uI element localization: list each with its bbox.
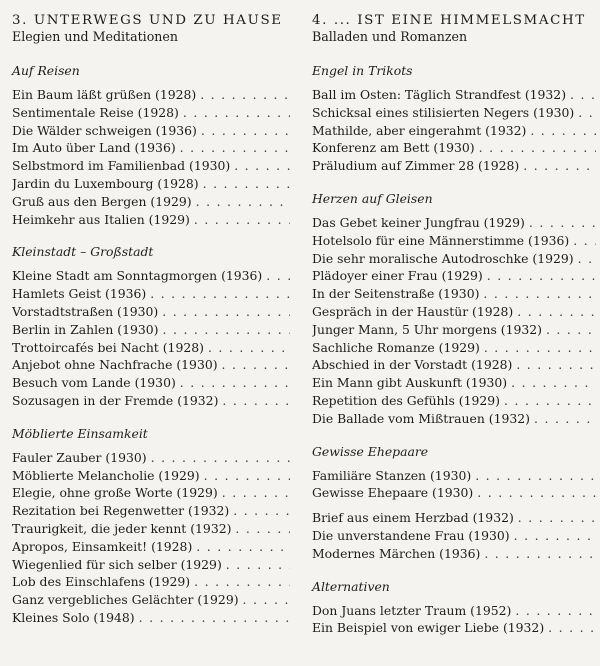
toc-entry xyxy=(12,520,290,538)
toc-entry xyxy=(312,232,596,250)
right-column xyxy=(312,12,596,653)
entry-title: Besuch vom Lande (1930) xyxy=(12,375,176,391)
toc-entry xyxy=(312,139,596,157)
entry-gap xyxy=(312,502,596,509)
dot-leader xyxy=(518,509,596,527)
dot-leader xyxy=(573,232,596,250)
dot-leader xyxy=(517,303,596,321)
entry-title: Elegie, ohne große Worte (1929) xyxy=(12,485,218,501)
dot-leader xyxy=(523,157,596,175)
dot-leader xyxy=(534,410,596,428)
dot-leader xyxy=(578,250,596,268)
toc-entry xyxy=(12,303,290,321)
toc-entry xyxy=(12,86,290,104)
dot-leader xyxy=(139,609,290,627)
toc-entry xyxy=(12,122,290,140)
part-subtitle: Balladen und Romanzen xyxy=(312,29,468,44)
toc-entry xyxy=(312,619,596,637)
toc-entry xyxy=(12,449,290,467)
dot-leader xyxy=(194,211,290,229)
toc-entry xyxy=(312,339,596,357)
entry-title: Ein Mann gibt Auskunft (1930) xyxy=(312,375,508,391)
dot-leader xyxy=(484,339,596,357)
part-title: 4. ... IST EINE HIMMELSMACHT xyxy=(312,13,586,28)
entry-title: Vorstadtstraßen (1930) xyxy=(12,303,159,319)
section-heading: Alternativen xyxy=(312,578,390,594)
toc-entry xyxy=(12,591,290,609)
entry-title: Wiegenlied für sich selber (1929) xyxy=(12,556,222,572)
dot-leader xyxy=(226,556,290,574)
entry-title: Mathilde, aber eingerahmt (1932) xyxy=(312,122,527,138)
entry-title: Anjebot ohne Nachfrache (1930) xyxy=(12,357,218,373)
toc-entry xyxy=(12,267,290,285)
toc-entry xyxy=(312,267,596,285)
entry-title: Präludium auf Zimmer 28 (1928) xyxy=(312,158,520,174)
dot-leader xyxy=(546,321,596,339)
entry-title: Rezitation bei Regenwetter (1932) xyxy=(12,503,230,519)
entry-title: Familiäre Stanzen (1930) xyxy=(312,467,472,483)
entry-title: Hamlets Geist (1936) xyxy=(12,286,147,302)
toc-section xyxy=(312,191,596,428)
dot-leader xyxy=(484,545,596,563)
toc-entry xyxy=(312,374,596,392)
dot-leader xyxy=(548,619,596,637)
dot-leader xyxy=(200,86,290,104)
toc-entry xyxy=(312,509,596,527)
dot-leader xyxy=(150,285,290,303)
dot-leader xyxy=(479,139,596,157)
dot-leader xyxy=(180,139,290,157)
toc-entry xyxy=(12,157,290,175)
toc-entry xyxy=(12,609,290,627)
toc-entry xyxy=(312,410,596,428)
dot-leader xyxy=(529,214,596,232)
toc-entry xyxy=(12,556,290,574)
dot-leader xyxy=(222,484,290,502)
dot-leader xyxy=(203,175,290,193)
entry-title: Berlin in Zahlen (1930) xyxy=(12,321,159,337)
dot-leader xyxy=(266,267,290,285)
entry-title: Modernes Märchen (1936) xyxy=(312,545,481,561)
toc-section xyxy=(12,63,290,228)
dot-leader xyxy=(180,374,290,392)
entry-title: Selbstmord im Familienbad (1930) xyxy=(12,158,231,174)
entry-title: Hotelsolo für eine Männerstimme (1936) xyxy=(312,232,570,248)
entry-title: Ein Beispiel von ewiger Liebe (1932) xyxy=(312,620,545,636)
toc-entry xyxy=(12,538,290,556)
toc-entry xyxy=(312,303,596,321)
entry-title: Die sehr moralische Autodroschke (1929) xyxy=(312,250,574,266)
dot-leader xyxy=(483,285,596,303)
entry-title: Heimkehr aus Italien (1929) xyxy=(12,211,190,227)
entry-title: In der Seitenstraße (1930) xyxy=(312,286,480,302)
toc-section xyxy=(12,426,290,627)
dot-leader xyxy=(477,484,596,502)
toc-entry xyxy=(312,214,596,232)
toc-entry xyxy=(312,321,596,339)
toc-entry xyxy=(312,392,596,410)
dot-leader xyxy=(196,538,290,556)
toc-entry xyxy=(312,122,596,140)
entry-title: Die Ballade vom Mißtrauen (1932) xyxy=(312,410,530,426)
section-heading: Kleinstadt – Großstadt xyxy=(12,244,154,260)
toc-entry xyxy=(12,139,290,157)
entry-title: Sozusagen in der Fremde (1932) xyxy=(12,392,219,408)
dot-leader xyxy=(151,449,290,467)
dot-leader xyxy=(504,392,596,410)
toc-entry xyxy=(12,467,290,485)
toc-entry xyxy=(312,545,596,563)
dot-leader xyxy=(233,502,290,520)
entry-title: Repetition des Gefühls (1929) xyxy=(312,392,500,408)
entry-title: Ein Baum läßt grüßen (1928) xyxy=(12,87,197,102)
toc-entry xyxy=(12,285,290,303)
dot-leader xyxy=(162,321,290,339)
dot-leader xyxy=(578,104,596,122)
toc-entry xyxy=(312,527,596,545)
dot-leader xyxy=(234,157,290,175)
dot-leader xyxy=(194,573,290,591)
dot-leader xyxy=(243,591,290,609)
entry-title: Gruß aus den Bergen (1929) xyxy=(12,193,192,209)
entry-title: Das Gebet keiner Jungfrau (1929) xyxy=(312,214,525,230)
toc-entry xyxy=(12,573,290,591)
dot-leader xyxy=(162,303,290,321)
entry-title: Sentimentale Reise (1928) xyxy=(12,104,179,120)
toc-entry xyxy=(12,339,290,357)
entry-title: Abschied in der Vorstadt (1928) xyxy=(312,357,513,373)
dot-leader xyxy=(201,122,290,140)
toc-entry xyxy=(12,374,290,392)
entry-title: Apropos, Einsamkeit! (1928) xyxy=(12,538,193,554)
toc-section xyxy=(312,63,596,175)
toc-entry xyxy=(312,104,596,122)
section-heading: Möblierte Einsamkeit xyxy=(12,425,148,441)
dot-leader xyxy=(511,374,596,392)
toc-entry xyxy=(12,502,290,520)
entry-title: Schicksal eines stilisierten Negers (1930) xyxy=(312,104,575,120)
entry-title: Ganz vergebliches Gelächter (1929) xyxy=(12,592,239,608)
dot-leader xyxy=(570,86,596,104)
left-column xyxy=(12,12,290,643)
toc-entry xyxy=(12,356,290,374)
toc-entry xyxy=(312,356,596,374)
entry-title: Don Juans letzter Traum (1952) xyxy=(312,602,512,618)
section-heading: Auf Reisen xyxy=(12,63,80,78)
entry-title: Konferenz am Bett (1930) xyxy=(312,140,475,156)
dot-leader xyxy=(196,193,290,211)
toc-section xyxy=(12,244,290,409)
entry-title: Brief aus einem Herzbad (1932) xyxy=(312,510,514,526)
section-heading: Gewisse Ehepaare xyxy=(312,443,429,459)
toc-entry xyxy=(312,602,596,620)
section-heading: Engel in Trikots xyxy=(312,63,413,78)
toc-section xyxy=(312,579,596,638)
entry-title: Trottoircafés bei Nacht (1928) xyxy=(12,339,204,355)
section-heading: Herzen auf Gleisen xyxy=(312,190,433,206)
toc-entry xyxy=(12,193,290,211)
entry-title: Kleine Stadt am Sonntagmorgen (1936) xyxy=(12,268,263,284)
dot-leader xyxy=(475,467,596,485)
toc-entry xyxy=(12,321,290,339)
dot-leader xyxy=(514,527,596,545)
dot-leader xyxy=(516,356,596,374)
entry-title: Fauler Zauber (1930) xyxy=(12,449,147,465)
entry-title: Kleines Solo (1948) xyxy=(12,609,135,625)
toc-entry xyxy=(12,104,290,122)
entry-title: Plädoyer einer Frau (1929) xyxy=(312,268,483,284)
dot-leader xyxy=(204,467,290,485)
toc-entry xyxy=(312,250,596,268)
entry-title: Traurigkeit, die jeder kennt (1932) xyxy=(12,520,232,536)
dot-leader xyxy=(530,122,596,140)
toc-entry xyxy=(312,157,596,175)
entry-title: Lob des Einschlafens (1929) xyxy=(12,574,191,590)
entry-title: Junger Mann, 5 Uhr morgens (1932) xyxy=(312,321,542,337)
toc-entry xyxy=(312,86,596,104)
entry-title: Die unverstandene Frau (1930) xyxy=(312,527,510,543)
dot-leader xyxy=(515,602,596,620)
toc-entry xyxy=(312,484,596,502)
entry-title: Gewisse Ehepaare (1930) xyxy=(312,485,474,501)
entry-title: Die Wälder schweigen (1936) xyxy=(12,122,197,138)
entry-title: Im Auto über Land (1936) xyxy=(12,140,176,156)
dot-leader xyxy=(235,520,290,538)
entry-title: Jardin du Luxembourg (1928) xyxy=(12,175,199,191)
toc-section xyxy=(312,444,596,563)
toc-entry xyxy=(12,211,290,229)
part-title: 3. UNTERWEGS UND ZU HAUSE xyxy=(12,13,283,28)
dot-leader xyxy=(487,267,596,285)
dot-leader xyxy=(208,339,290,357)
dot-leader xyxy=(222,392,290,410)
entry-title: Gespräch in der Haustür (1928) xyxy=(312,303,514,319)
entry-title: Ball im Osten: Täglich Strandfest (1932) xyxy=(312,87,567,102)
toc-entry xyxy=(12,484,290,502)
part-subtitle: Elegien und Meditationen xyxy=(12,29,178,44)
toc-entry xyxy=(312,467,596,485)
entry-title: Sachliche Romanze (1929) xyxy=(312,339,480,355)
dot-leader xyxy=(222,356,290,374)
dot-leader xyxy=(183,104,290,122)
toc-entry xyxy=(12,392,290,410)
toc-entry xyxy=(12,175,290,193)
entry-title: Möblierte Melancholie (1929) xyxy=(12,467,200,483)
toc-entry xyxy=(312,285,596,303)
